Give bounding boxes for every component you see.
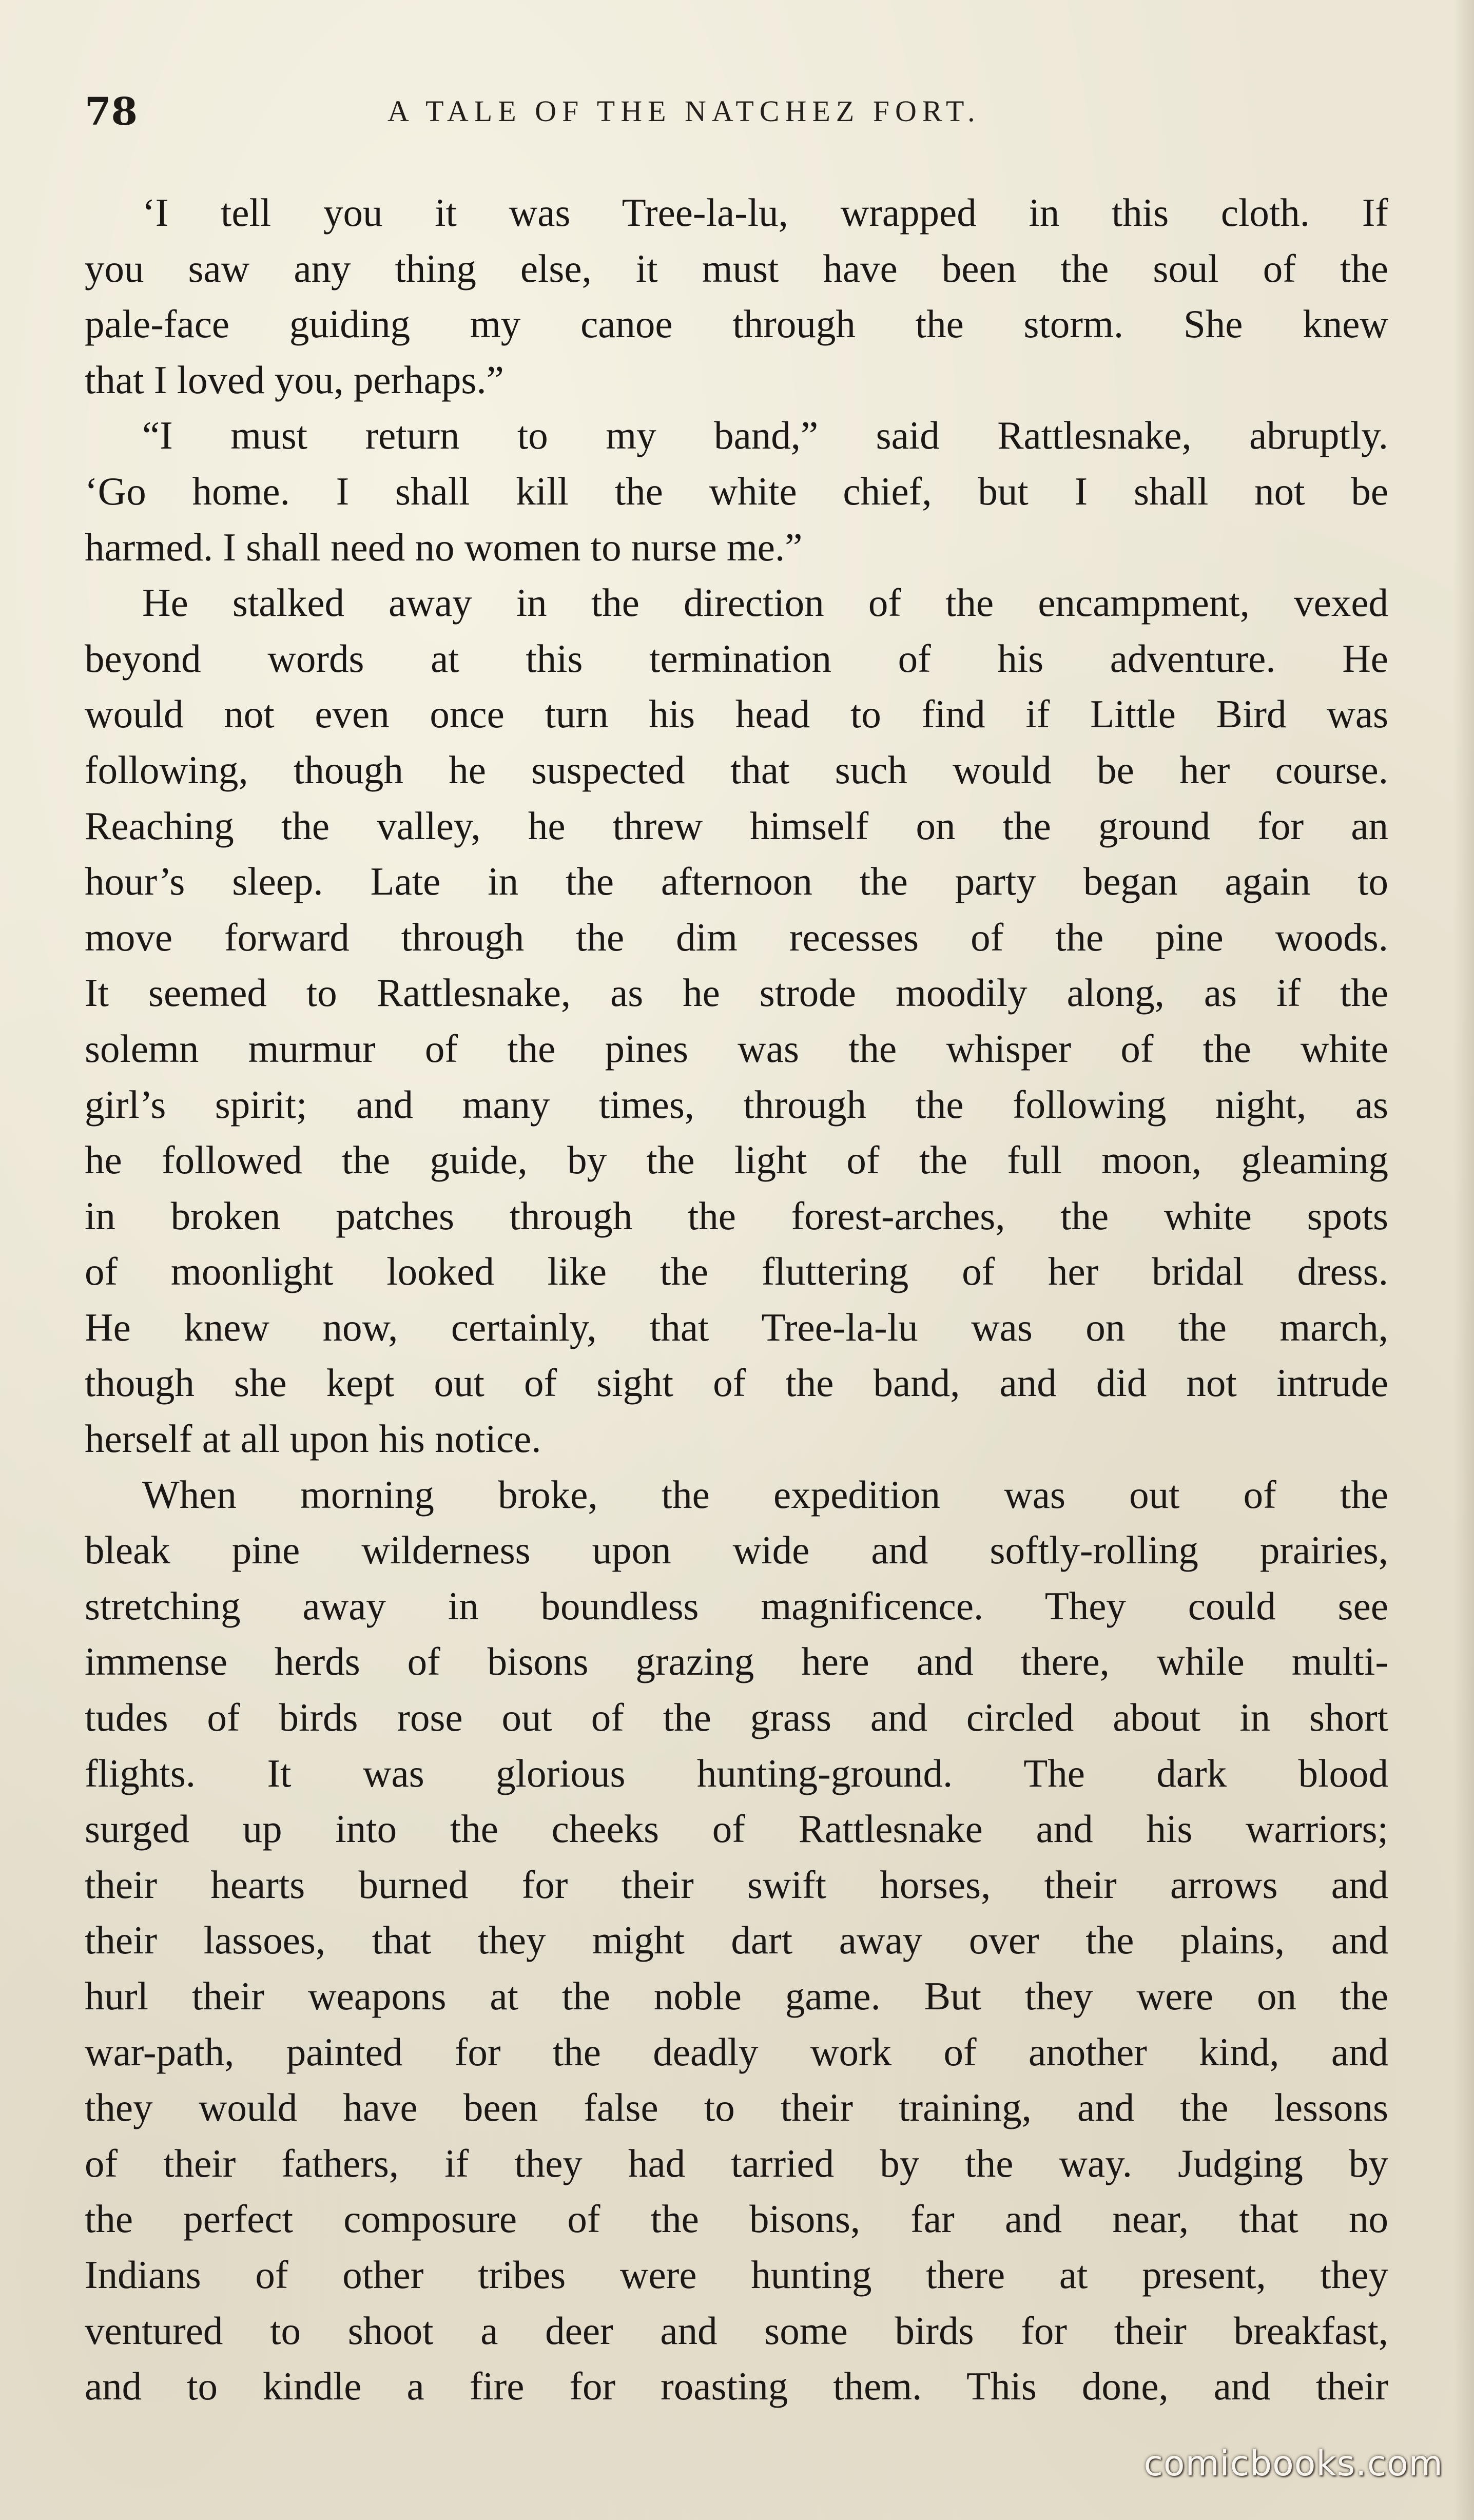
text-line: immense herds of bisons grazing here and there, while multi- <box>85 1639 1388 1684</box>
text-line: beyond words at this termination of his adventure. He <box>85 636 1388 681</box>
text-line: ‘I tell you it was Tree-la-lu, wrapped in this cloth. If <box>142 190 1388 235</box>
text-line: surged up into the cheeks of Rattlesnake and his warriors; <box>85 1807 1388 1851</box>
text-line: the perfect composure of the bisons, far and near, that no <box>85 2197 1388 2241</box>
text-line: He stalked away in the direction of the encampment, vexed <box>142 580 1388 625</box>
running-head: A TALE OF THE NATCHEZ FORT. <box>387 94 981 128</box>
text-line: and to kindle a fire for roasting them. This done, and their <box>85 2364 1388 2409</box>
text-line: in broken patches through the forest-arches, the white spots <box>85 1193 1388 1238</box>
text-line: though she kept out of sight of the band, and did not intrude <box>85 1361 1388 1405</box>
body-text <box>85 185 1388 2414</box>
text-line: ‘Go home. I shall kill the white chief, but I shall not be <box>85 469 1388 513</box>
text-line: war-path, painted for the deadly work of another kind, and <box>85 2029 1388 2074</box>
text-line: of their fathers, if they had tarried by the way. Judging by <box>85 2141 1388 2185</box>
text-line: herself at all upon his notice. <box>85 1417 541 1461</box>
text-line: stretching away in boundless magnificence. They could see <box>85 1583 1388 1628</box>
text-line: ventured to shoot a deer and some birds for their breakfast, <box>85 2308 1388 2353</box>
text-line: hour’s sleep. Late in the afternoon the party began again to <box>85 859 1388 904</box>
page-edge-shade <box>1453 0 1474 2520</box>
text-line: that I loved you, perhaps.” <box>85 357 504 402</box>
page-header <box>85 90 1393 141</box>
text-line: flights. It was glorious hunting-ground. The dark blood <box>85 1751 1388 1795</box>
text-line: solemn murmur of the pines was the whisper of the white <box>85 1026 1388 1071</box>
text-line: harmed. I shall need no women to nurse me.” <box>85 525 803 569</box>
text-line: It seemed to Rattlesnake, as he strode moodily along, as if the <box>85 971 1388 1015</box>
text-line: Reaching the valley, he threw himself on the ground for an <box>85 803 1388 848</box>
text-line: pale-face guiding my canoe through the storm. She knew <box>85 302 1388 346</box>
text-line: hurl their weapons at the noble game. But they were on the <box>85 1974 1388 2018</box>
text-line: their hearts burned for their swift horses, their arrows and <box>85 1862 1388 1907</box>
text-line: “I must return to my band,” said Rattlesnake, abruptly. <box>142 413 1388 458</box>
text-line: He knew now, certainly, that Tree-la-lu was on the march, <box>85 1305 1388 1349</box>
text-line: would not even once turn his head to find if Little Bird was <box>85 692 1388 736</box>
text-line: you saw any thing else, it must have been the soul of the <box>85 246 1388 290</box>
text-line: he followed the guide, by the light of the full moon, gleaming <box>85 1138 1388 1183</box>
page-number: 78 <box>85 90 138 134</box>
text-line: following, though he suspected that such would be her course. <box>85 747 1388 792</box>
text-line: When morning broke, the expedition was out of the <box>142 1472 1388 1517</box>
text-line: their lassoes, that they might dart away over the plains, and <box>85 1918 1388 1963</box>
text-line: move forward through the dim recesses of the pine woods. <box>85 915 1388 959</box>
text-line: Indians of other tribes were hunting there at present, they <box>85 2252 1388 2297</box>
text-line: of moonlight looked like the fluttering of her bridal dress. <box>85 1249 1388 1294</box>
text-line: bleak pine wilderness upon wide and softly-rolling prairies, <box>85 1528 1388 1573</box>
text-line: they would have been false to their training, and the lessons <box>85 2085 1388 2130</box>
text-line: tudes of birds rose out of the grass and circled about in short <box>85 1695 1388 1740</box>
text-line: girl’s spirit; and many times, through the following night, as <box>85 1082 1388 1127</box>
watermark: comicbooks.com <box>1143 2444 1443 2484</box>
